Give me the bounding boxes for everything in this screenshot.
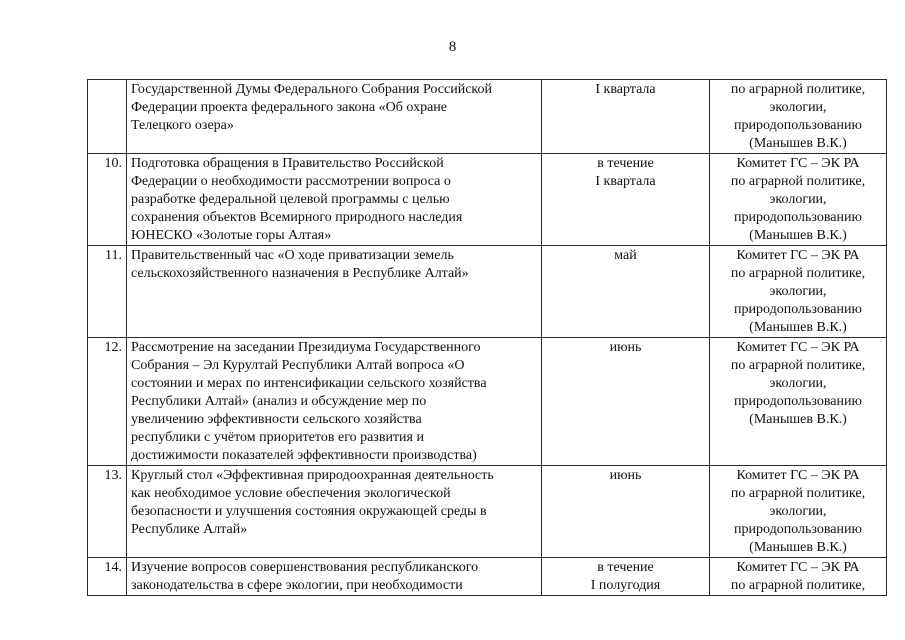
- deadline-cell: июнь: [542, 466, 710, 558]
- table-row: [88, 154, 887, 246]
- deadline-cell: в течение I квартала: [542, 154, 710, 246]
- work-plan-table: [87, 79, 887, 596]
- deadline-cell: I квартала: [542, 80, 710, 154]
- responsible-cell: Комитет ГС – ЭК РА по аграрной политике, экологии, природопользованию (Манышев В.К.): [710, 466, 887, 558]
- task-cell: Круглый стол «Эффективная природоохранная деятельность как необходимое условие обеспечения экологической безопасности и улучшения состояния окружающей среды в Республике Алтай»: [127, 466, 542, 558]
- responsible-cell: Комитет ГС – ЭК РА по аграрной политике, экологии, природопользованию (Манышев В.К.): [710, 246, 887, 338]
- task-cell: Государственной Думы Федерального Собрания Российской Федерации проекта федерального закона «Об охране Телецкого озера»: [127, 80, 542, 154]
- row-number: 10.: [88, 154, 127, 246]
- row-number: 13.: [88, 466, 127, 558]
- page-number: 8: [448, 39, 457, 55]
- row-number: 12.: [88, 338, 127, 466]
- responsible-cell: Комитет ГС – ЭК РА по аграрной политике, экологии, природопользованию (Манышев В.К.): [710, 154, 887, 246]
- row-number: [88, 80, 127, 154]
- table-row: [88, 246, 887, 338]
- table-row: [88, 466, 887, 558]
- row-number: 14.: [88, 558, 127, 596]
- deadline-cell: май: [542, 246, 710, 338]
- row-number: 11.: [88, 246, 127, 338]
- task-cell: Изучение вопросов совершенствования республиканского законодательства в сфере экологии, при необходимости: [127, 558, 542, 596]
- work-plan-body: [88, 80, 887, 596]
- task-cell: Подготовка обращения в Правительство Российской Федерации о необходимости рассмотрении вопроса о разработке федеральной целевой программы с целью сохранения объектов Всемирного природного наследия ЮНЕСКО «Золотые горы Алтая»: [127, 154, 542, 246]
- responsible-cell: по аграрной политике, экологии, природопользованию (Манышев В.К.): [710, 80, 887, 154]
- responsible-cell: Комитет ГС – ЭК РА по аграрной политике,: [710, 558, 887, 596]
- table-row: [88, 338, 887, 466]
- deadline-cell: июнь: [542, 338, 710, 466]
- deadline-cell: в течение I полугодия: [542, 558, 710, 596]
- table-row: [88, 558, 887, 596]
- responsible-cell: Комитет ГС – ЭК РА по аграрной политике, экологии, природопользованию (Манышев В.К.): [710, 338, 887, 466]
- task-cell: Рассмотрение на заседании Президиума Государственного Собрания – Эл Курултай Республики Алтай вопроса «О состоянии и мерах по интенсификации сельского хозяйства Республики Алтай» (анализ и обсуждение мер по увеличению эффективности сельского хозяйства республики с учётом приоритетов его развития и достижимости показателей эффективности производства): [127, 338, 542, 466]
- table-row: [88, 80, 887, 154]
- task-cell: Правительственный час «О ходе приватизации земель сельскохозяйственного назначения в Республике Алтай»: [127, 246, 542, 338]
